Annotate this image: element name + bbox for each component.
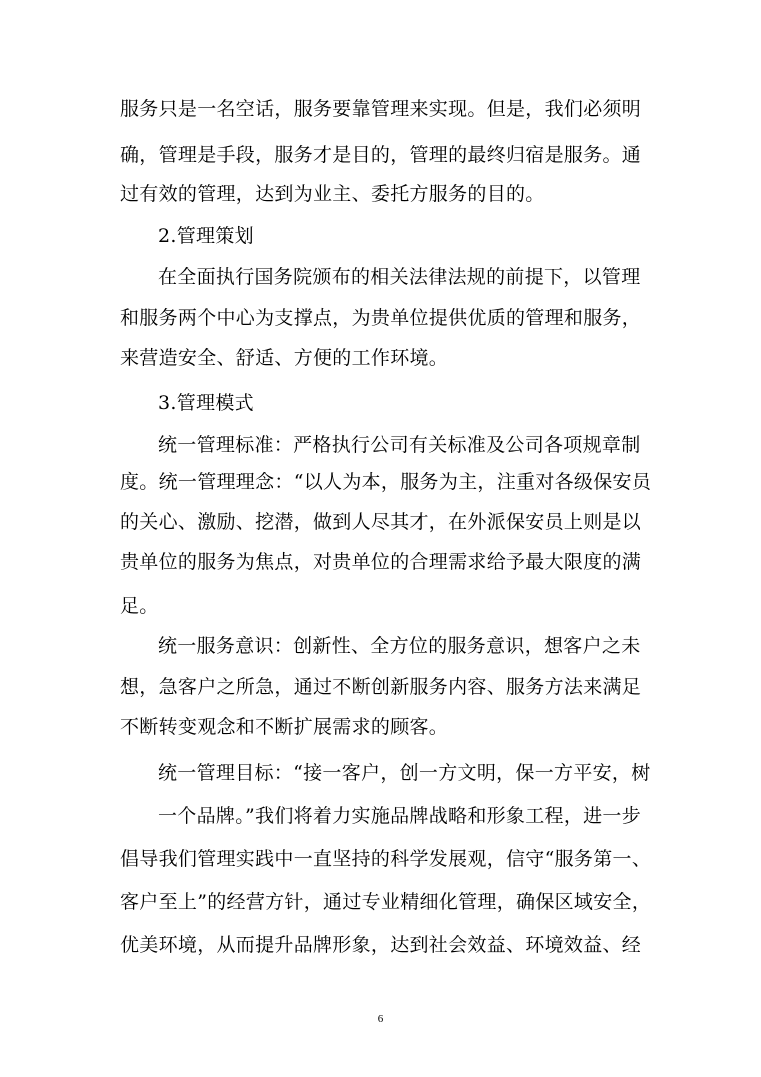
page-number: 6	[377, 1013, 384, 1025]
text-line: 足。	[120, 595, 159, 617]
text-line: 过有效的管理，达到为业主、委托方服务的目的。	[120, 183, 545, 205]
text-line: 统一管理标准：严格执行公司有关标准及公司各项规章制	[158, 434, 641, 456]
text-line: 的关心、激励、挖潜，做到人尽其才，在外派保安员上则是以	[120, 511, 642, 533]
text-line: 统一管理目标：“接一客户，创一方文明，保一方平安，树	[158, 762, 651, 784]
text-line: 度。统一管理理念：“以人为本，服务为主，注重对各级保安员	[120, 471, 652, 493]
text-line: 客户至上”的经营方针，通过专业精细化管理，确保区域安全，	[120, 891, 652, 913]
text-line: 服务只是一名空话，服务要靠管理来实现。但是，我们必须明	[120, 98, 642, 120]
text-line: 在全面执行国务院颁布的相关法律法规的前提下，以管理	[158, 266, 641, 288]
text-line: 贵单位的服务为焦点，对贵单位的合理需求给予最大限度的满	[120, 551, 642, 573]
section-heading: 2.管理策划	[158, 225, 254, 247]
text-line: 倡导我们管理实践中一直坚持的科学发展观，信守“服务第一、	[120, 848, 652, 870]
text-line: 统一服务意识：创新性、全方位的服务意识，想客户之未	[158, 635, 641, 657]
text-line: 优美环境，从而提升品牌形象，达到社会效益、环境效益、经	[120, 934, 642, 956]
text-line: 确，管理是手段，服务才是目的，管理的最终归宿是服务。通	[120, 144, 642, 166]
text-line: 和服务两个中心为支撑点，为贵单位提供优质的管理和服务，	[120, 307, 642, 329]
text-line: 不断转变观念和不断扩展需求的顾客。	[120, 716, 449, 738]
text-line: 来营造安全、舒适、方便的工作环境。	[120, 347, 449, 369]
section-heading: 3.管理模式	[158, 392, 254, 414]
text-line: 想，急客户之所急，通过不断创新服务内容、服务方法来满足	[120, 676, 642, 698]
text-line: 一个品牌。”我们将着力实施品牌战略和形象工程，进一步	[158, 805, 642, 827]
